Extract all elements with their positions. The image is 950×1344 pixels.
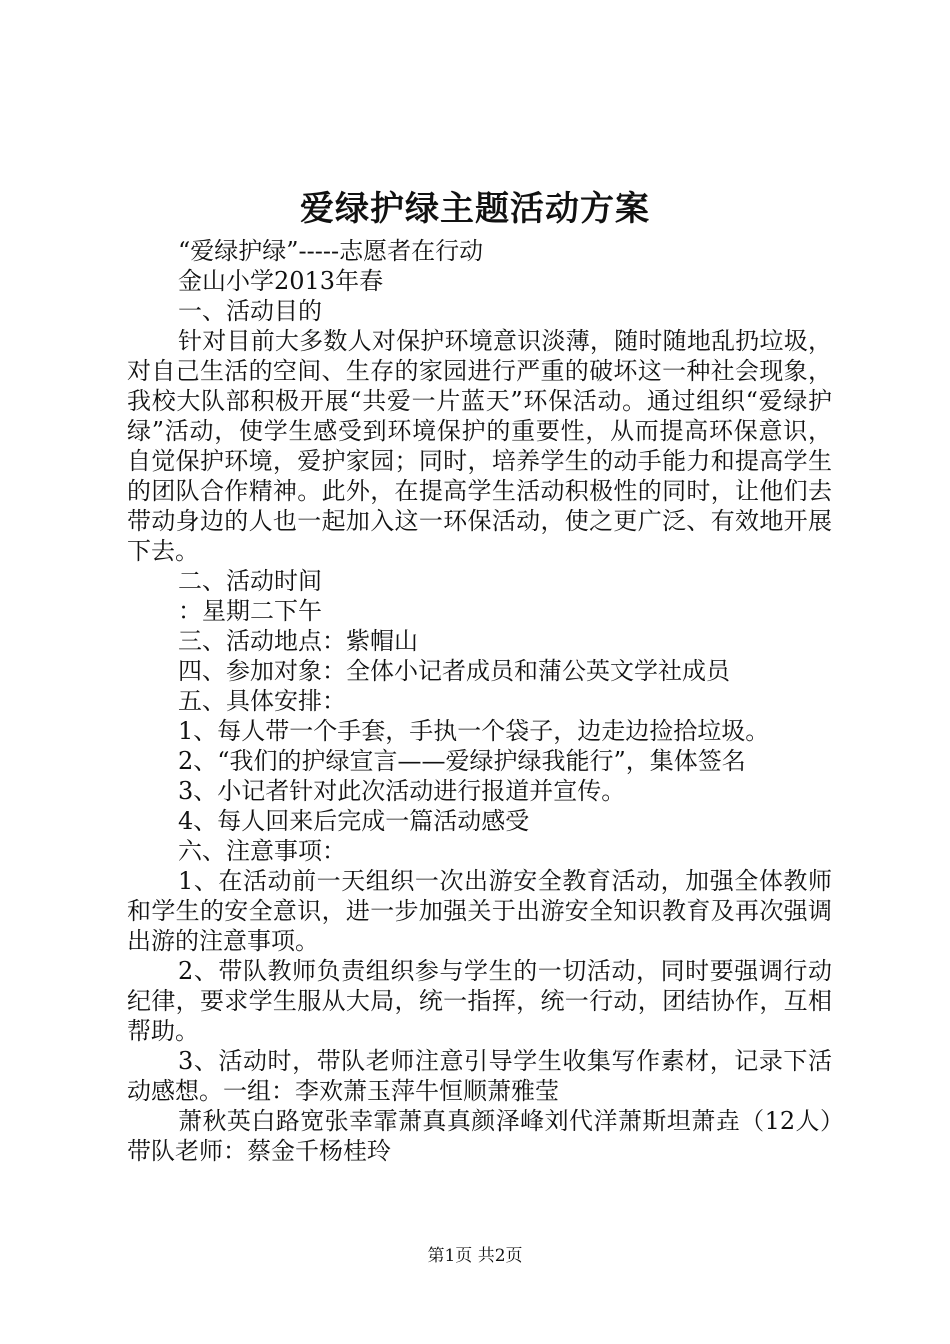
section-line: 三、活动地点：紫帽山 bbox=[178, 627, 418, 655]
note-item: 1、在活动前一天组织一次出游安全教育活动，加强全体教师和学生的安全意识，进一步加强关于出游安全知识教育及再次强调出游的注意事项。 bbox=[127, 867, 832, 955]
section-paragraph: 针对目前大多数人对保护环境意识淡薄，随时随地乱扔垃圾，对自己生活的空间、生存的家园进行严重的破坏这一种社会现象，我校大队部积极开展“共爱一片蓝天”环保活动。通过组织“爱绿护绿”活动，使学生感受到环境保护的重要性，从而提高环保意识，自觉保护环境，爱护家园；同时，培养学生的动手能力和提高学生的团队合作精神。此外，在提高学生活动积极性的同时，让他们去带动身边的人也一起加入这一环保活动，使之更广泛、有效地开展下去。 bbox=[127, 327, 832, 565]
note-item: 3、活动时，带队老师注意引导学生收集写作素材，记录下活动感想。一组：李欢萧玉萍牛恒顺萧雅莹 bbox=[127, 1047, 832, 1105]
note-item: 2、带队教师负责组织参与学生的一切活动，同时要强调行动纪律，要求学生服从大局，统一指挥，统一行动，团结协作，互相帮助。 bbox=[127, 957, 832, 1045]
section-heading: 六、注意事项： bbox=[178, 837, 346, 865]
section-line: 四、参加对象：全体小记者成员和蒲公英文学社成员 bbox=[178, 657, 730, 685]
section-heading: 五、具体安排： bbox=[178, 687, 346, 715]
section-heading: 二、活动时间 bbox=[178, 567, 322, 595]
arrangement-item: 2、“我们的护绿宣言——爱绿护绿我能行”，集体签名 bbox=[178, 747, 746, 775]
arrangement-item: 4、每人回来后完成一篇活动感受 bbox=[178, 807, 530, 835]
section-value: ：星期二下午 bbox=[178, 597, 322, 625]
note-item: 萧秋英白路宽张幸霏萧真真颜泽峰刘代洋萧斯坦萧垚（12人）带队老师：蔡金千杨桂玲 bbox=[127, 1107, 832, 1165]
school-line: 金山小学2013年春 bbox=[178, 267, 384, 295]
page-indicator: 第1页 共2页 bbox=[427, 1246, 523, 1266]
document-body bbox=[127, 236, 832, 1166]
document-title: 爱绿护绿主题活动方案 bbox=[300, 189, 650, 229]
arrangement-item: 1、每人带一个手套，手执一个袋子，边走边捡拾垃圾。 bbox=[178, 717, 770, 745]
subtitle: “爱绿护绿”-----志愿者在行动 bbox=[178, 237, 484, 265]
section-heading: 一、活动目的 bbox=[178, 297, 322, 325]
arrangement-item: 3、小记者针对此次活动进行报道并宣传。 bbox=[178, 777, 626, 805]
